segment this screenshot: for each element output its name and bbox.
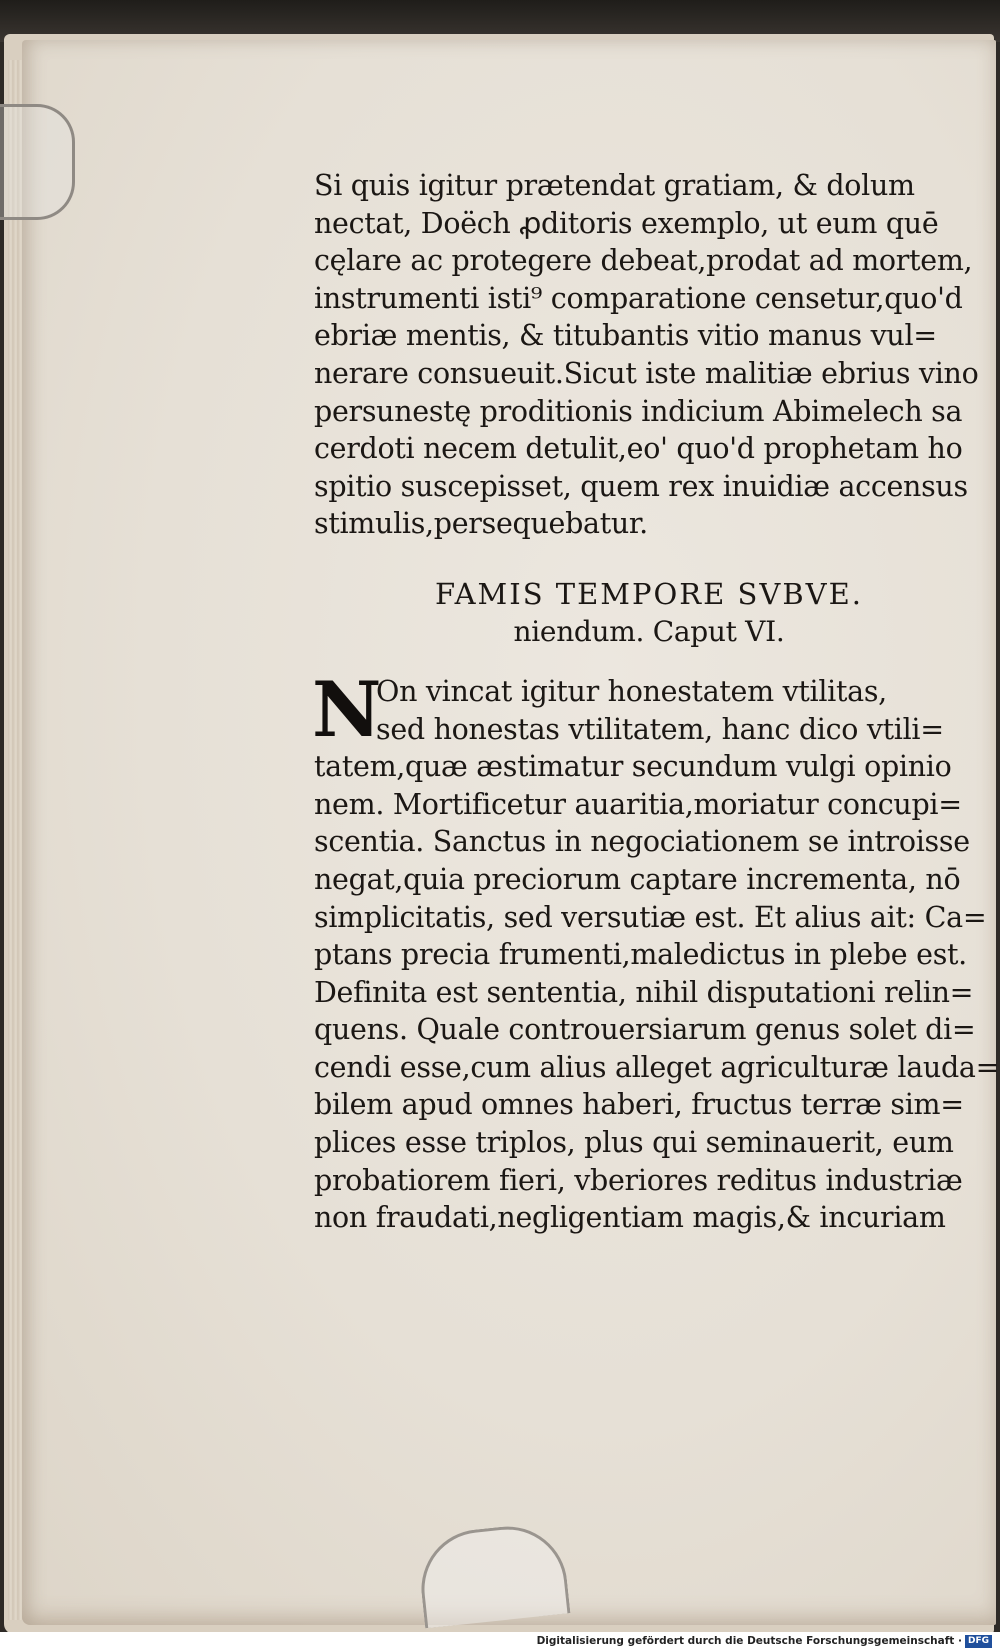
text-line: scentia. Sanctus in negociationem se introisse xyxy=(314,825,970,859)
text-line: stimulis,persequebatur. xyxy=(314,507,648,541)
text-line: bilem apud omnes haberi, fructus terræ sim= xyxy=(314,1088,964,1122)
text-line: spitio suscepisset, quem rex inuidiæ accensus xyxy=(314,469,968,503)
text-line: negat,quia preciorum captare incrementa, nō xyxy=(314,862,961,896)
text-line: On vincat igitur honestatem vtilitas, xyxy=(376,674,887,708)
text-line: simplicitatis, sed versutiæ est. Et alius ait: Ca= xyxy=(314,900,987,934)
text-line: plices esse triplos, plus qui seminauerit, eum xyxy=(314,1126,954,1160)
dfg-logo: DFG xyxy=(965,1635,992,1648)
text-line: cęlare ac protegere debeat,prodat ad mortem, xyxy=(314,244,973,278)
text-line: sed honestas vtilitatem, hanc dico vtili= xyxy=(376,712,944,746)
text-line: ptans precia frumenti,maledictus in plebe est. xyxy=(314,938,967,972)
paragraph-2 xyxy=(312,664,1000,1237)
drop-cap-initial: N xyxy=(312,664,382,754)
chapter-subtitle: niendum. Caput VI. xyxy=(513,614,785,648)
credit-text: Digitalisierung gefördert durch die Deutsche Forschungsgemeinschaft · xyxy=(536,1635,962,1647)
text-line: probatiorem fieri, vberiores reditus industriæ xyxy=(314,1163,963,1197)
page-text xyxy=(312,167,1000,1237)
chapter-heading xyxy=(314,575,984,651)
funding-credit xyxy=(537,1633,992,1649)
text-line: nectat, Doëch ꝓditoris exemplo, ut eum quē xyxy=(314,206,939,240)
page-clip-icon xyxy=(0,104,75,220)
text-line: instrumenti isti⁹ comparatione censetur,quo'd xyxy=(314,281,963,315)
text-line: quens. Quale controuersiarum genus solet di= xyxy=(314,1013,976,1047)
text-line: cendi esse,cum alius alleget agriculturæ lauda= xyxy=(314,1050,1000,1084)
chapter-title: FAMIS TEMPORE SVBVE. xyxy=(435,576,863,611)
text-line: cerdoti necem detulit,eo' quo'd prophetam ho xyxy=(314,432,963,466)
text-line: persunestę proditionis indicium Abimelech sa xyxy=(314,394,963,428)
text-line: nerare consueuit.Sicut iste malitiæ ebrius vino xyxy=(314,356,979,390)
text-line: ebriæ mentis, & titubantis vitio manus vul= xyxy=(314,319,937,353)
text-line: non fraudati,negligentiam magis,& incuriam xyxy=(314,1201,946,1235)
text-line: tatem,quæ æstimatur secundum vulgi opinio xyxy=(314,750,952,784)
paragraph-1 xyxy=(314,167,984,543)
text-line: Definita est sententia, nihil disputationi relin= xyxy=(314,975,974,1009)
text-line: nem. Mortificetur auaritia,moriatur concupi= xyxy=(314,787,962,821)
text-line: Si quis igitur prætendat gratiam, & dolum xyxy=(314,169,915,202)
